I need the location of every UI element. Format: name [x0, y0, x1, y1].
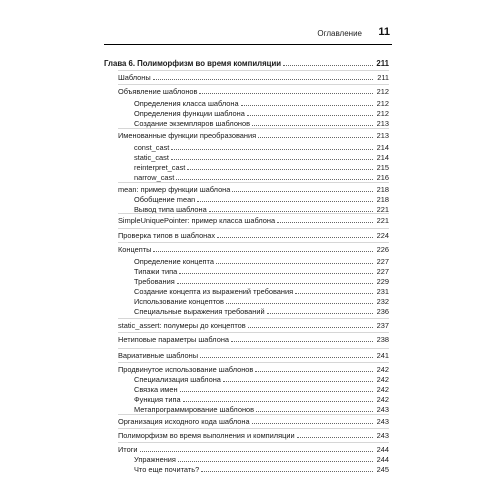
- toc-entry-page: 218: [376, 195, 389, 204]
- toc-entry-page: 241: [376, 351, 389, 360]
- toc-entry-page: 211: [376, 59, 389, 68]
- toc-entry-label: Проверка типов в шаблонах: [118, 231, 216, 240]
- toc-leader-dots: [232, 184, 373, 192]
- toc-entry-label: Вариативные шаблоны: [118, 351, 199, 360]
- toc-divider: [118, 414, 389, 415]
- toc-leader-dots: [267, 306, 373, 314]
- toc-divider: [118, 70, 389, 71]
- toc-entry-page: 242: [376, 395, 389, 404]
- toc-divider: [118, 428, 389, 429]
- toc-entry-label: SimpleUniquePointer: пример класса шаблона: [118, 216, 276, 225]
- toc-entry-label: static_assert: полумеры до концептов: [118, 321, 246, 330]
- toc-chapter-entry[interactable]: [104, 58, 389, 70]
- toc-leader-dots: [153, 244, 373, 252]
- toc-divider: [118, 228, 389, 229]
- toc-entry-label: Нетиповые параметры шаблона: [118, 335, 230, 344]
- toc-leader-dots: [277, 215, 373, 223]
- toc-entry-page: 213: [376, 131, 389, 140]
- toc-entry-label: Шаблоны: [118, 73, 151, 82]
- toc-entry-page: 231: [376, 287, 389, 296]
- toc-entry-label: Определения класса шаблона: [134, 99, 239, 108]
- page-number: 11: [378, 26, 390, 38]
- toc-entry-label: Глава 6. Полиморфизм во время компиляции: [104, 59, 282, 68]
- toc-entry[interactable]: [104, 350, 389, 362]
- toc-entry-label: Создание концепта из выражений требования: [134, 287, 294, 296]
- toc-leader-dots: [197, 194, 373, 202]
- toc-entry-page: 215: [376, 163, 389, 172]
- toc-entry-page: 221: [376, 216, 389, 225]
- toc-entry-label: Упражнения: [134, 455, 176, 464]
- toc-entry-label: Определение концепта: [134, 257, 214, 266]
- toc-entry-label: Концепты: [118, 245, 152, 254]
- toc-entry-page: 214: [376, 153, 389, 162]
- toc-leader-dots: [231, 334, 373, 342]
- toc-leader-dots: [179, 266, 373, 274]
- toc-leader-dots: [178, 454, 373, 462]
- toc-leader-dots: [177, 276, 373, 284]
- toc-leader-dots: [201, 464, 373, 472]
- toc-entry-label: Использование концептов: [134, 297, 224, 306]
- toc-entry-label: Специализация шаблона: [134, 375, 221, 384]
- toc-entry-label: Создание экземпляров шаблонов: [134, 119, 251, 128]
- toc-entry-page: 214: [376, 143, 389, 152]
- toc-leader-dots: [297, 430, 373, 438]
- toc-divider: [118, 318, 389, 319]
- toc-divider: [118, 332, 389, 333]
- toc-entry-page: 213: [376, 119, 389, 128]
- toc-divider: [118, 442, 389, 443]
- toc-entry-page: 211: [377, 73, 389, 82]
- toc-entry-page: 227: [376, 257, 389, 266]
- toc-entry[interactable]: [104, 86, 389, 98]
- toc-entry-page: 212: [376, 99, 389, 108]
- toc-entry-label: Типажи типа: [134, 267, 178, 276]
- toc-leader-dots: [256, 404, 373, 412]
- toc-leader-dots: [153, 72, 373, 80]
- toc-leader-dots: [187, 162, 373, 170]
- toc-entry-label: Определения функции шаблона: [134, 109, 245, 118]
- toc-leader-dots: [295, 286, 373, 294]
- toc-entry-page: 243: [376, 417, 389, 426]
- toc-entry-label: Итоги: [118, 445, 138, 454]
- toc-entry-label: Вывод типа шаблона: [134, 205, 207, 214]
- toc-entry-label: Организация исходного кода шаблона: [118, 417, 250, 426]
- toc-leader-dots: [248, 320, 373, 328]
- toc-entry-page: 244: [376, 455, 389, 464]
- toc-entry[interactable]: [104, 334, 389, 346]
- page-header: [104, 27, 392, 41]
- toc-entry-page: 242: [376, 385, 389, 394]
- toc-leader-dots: [140, 444, 373, 452]
- toc-entry-label: narrow_cast: [134, 173, 175, 182]
- toc-entry-page: 221: [376, 205, 389, 214]
- toc-entry[interactable]: [104, 416, 389, 428]
- toc-leader-dots: [247, 108, 373, 116]
- running-title: Оглавление: [317, 29, 362, 38]
- toc-entry-label: Связка имен: [134, 385, 178, 394]
- toc-entry-page: 242: [376, 375, 389, 384]
- toc-leader-dots: [241, 98, 373, 106]
- toc-entry-page: 245: [376, 465, 389, 474]
- toc-entry[interactable]: [104, 215, 389, 227]
- toc-leader-dots: [223, 374, 373, 382]
- toc-entry-page: 242: [376, 365, 389, 374]
- toc-entry-label: Именованные функции преобразования: [118, 131, 257, 140]
- toc-entry-page: 232: [376, 297, 389, 306]
- toc-entry[interactable]: [104, 320, 389, 332]
- toc-entry-page: 236: [376, 307, 389, 316]
- toc-entry-label: Объявление шаблонов: [118, 87, 198, 96]
- toc-entry-label: Функция типа: [134, 395, 181, 404]
- toc-leader-dots: [200, 350, 373, 358]
- toc-leader-dots: [226, 296, 373, 304]
- toc-entry-label: Обобщение mean: [134, 195, 196, 204]
- toc-entry-page: 212: [376, 109, 389, 118]
- toc-leader-dots: [180, 384, 373, 392]
- toc-entry[interactable]: [104, 72, 389, 84]
- toc-entry-label: static_cast: [134, 153, 169, 162]
- header-divider: [104, 44, 392, 45]
- toc-leader-dots: [217, 230, 373, 238]
- toc-divider: [118, 362, 389, 363]
- toc-entry-page: 243: [376, 405, 389, 414]
- toc-leader-dots: [209, 204, 373, 212]
- toc-leader-dots: [252, 118, 373, 126]
- toc-entry[interactable]: [104, 464, 389, 476]
- toc-entry[interactable]: [104, 244, 389, 256]
- toc-entry-label: Требования: [134, 277, 175, 286]
- toc-leader-dots: [199, 86, 373, 94]
- toc-entry-label: mean: пример функции шаблона: [118, 185, 231, 194]
- toc-leader-dots: [171, 142, 373, 150]
- toc-leader-dots: [283, 58, 373, 66]
- toc-entry-page: 216: [376, 173, 389, 182]
- toc-leader-dots: [176, 172, 373, 180]
- toc-entry-label: Что еще почитать?: [134, 465, 200, 474]
- toc-entry[interactable]: [104, 306, 389, 318]
- toc-entry-page: 218: [376, 185, 389, 194]
- toc-leader-dots: [255, 364, 373, 372]
- toc-entry-page: 244: [376, 445, 389, 454]
- toc-entry[interactable]: [104, 430, 389, 442]
- toc-entry-label: reinterpret_cast: [134, 163, 186, 172]
- toc-entry-label: const_cast: [134, 143, 170, 152]
- toc-entry-page: 238: [376, 335, 389, 344]
- toc-entry-label: Полиморфизм во время выполнения и компиляции: [118, 431, 295, 440]
- toc-entry-label: Специальные выражения требований: [134, 307, 265, 316]
- toc-entry[interactable]: [104, 130, 389, 142]
- toc-entry-label: Продвинутое использование шаблонов: [118, 365, 254, 374]
- toc-divider: [118, 128, 389, 129]
- toc-divider: [118, 242, 389, 243]
- toc-leader-dots: [183, 394, 373, 402]
- toc-entry[interactable]: [104, 230, 389, 242]
- toc-divider: [118, 182, 389, 183]
- toc-entry-page: 227: [376, 267, 389, 276]
- toc-leader-dots: [216, 256, 373, 264]
- toc-divider: [118, 348, 389, 349]
- toc-divider: [118, 213, 389, 214]
- toc-entry-page: 212: [376, 87, 389, 96]
- toc-leader-dots: [258, 130, 373, 138]
- toc-entry-label: Метапрограммирование шаблонов: [134, 405, 255, 414]
- toc-entry-page: 226: [376, 245, 389, 254]
- toc-entry-page: 224: [376, 231, 389, 240]
- toc-entry-page: 237: [376, 321, 389, 330]
- toc-entry-page: 243: [376, 431, 389, 440]
- toc-leader-dots: [171, 152, 373, 160]
- toc-leader-dots: [252, 416, 373, 424]
- toc-divider: [118, 84, 389, 85]
- toc-entry-page: 229: [376, 277, 389, 286]
